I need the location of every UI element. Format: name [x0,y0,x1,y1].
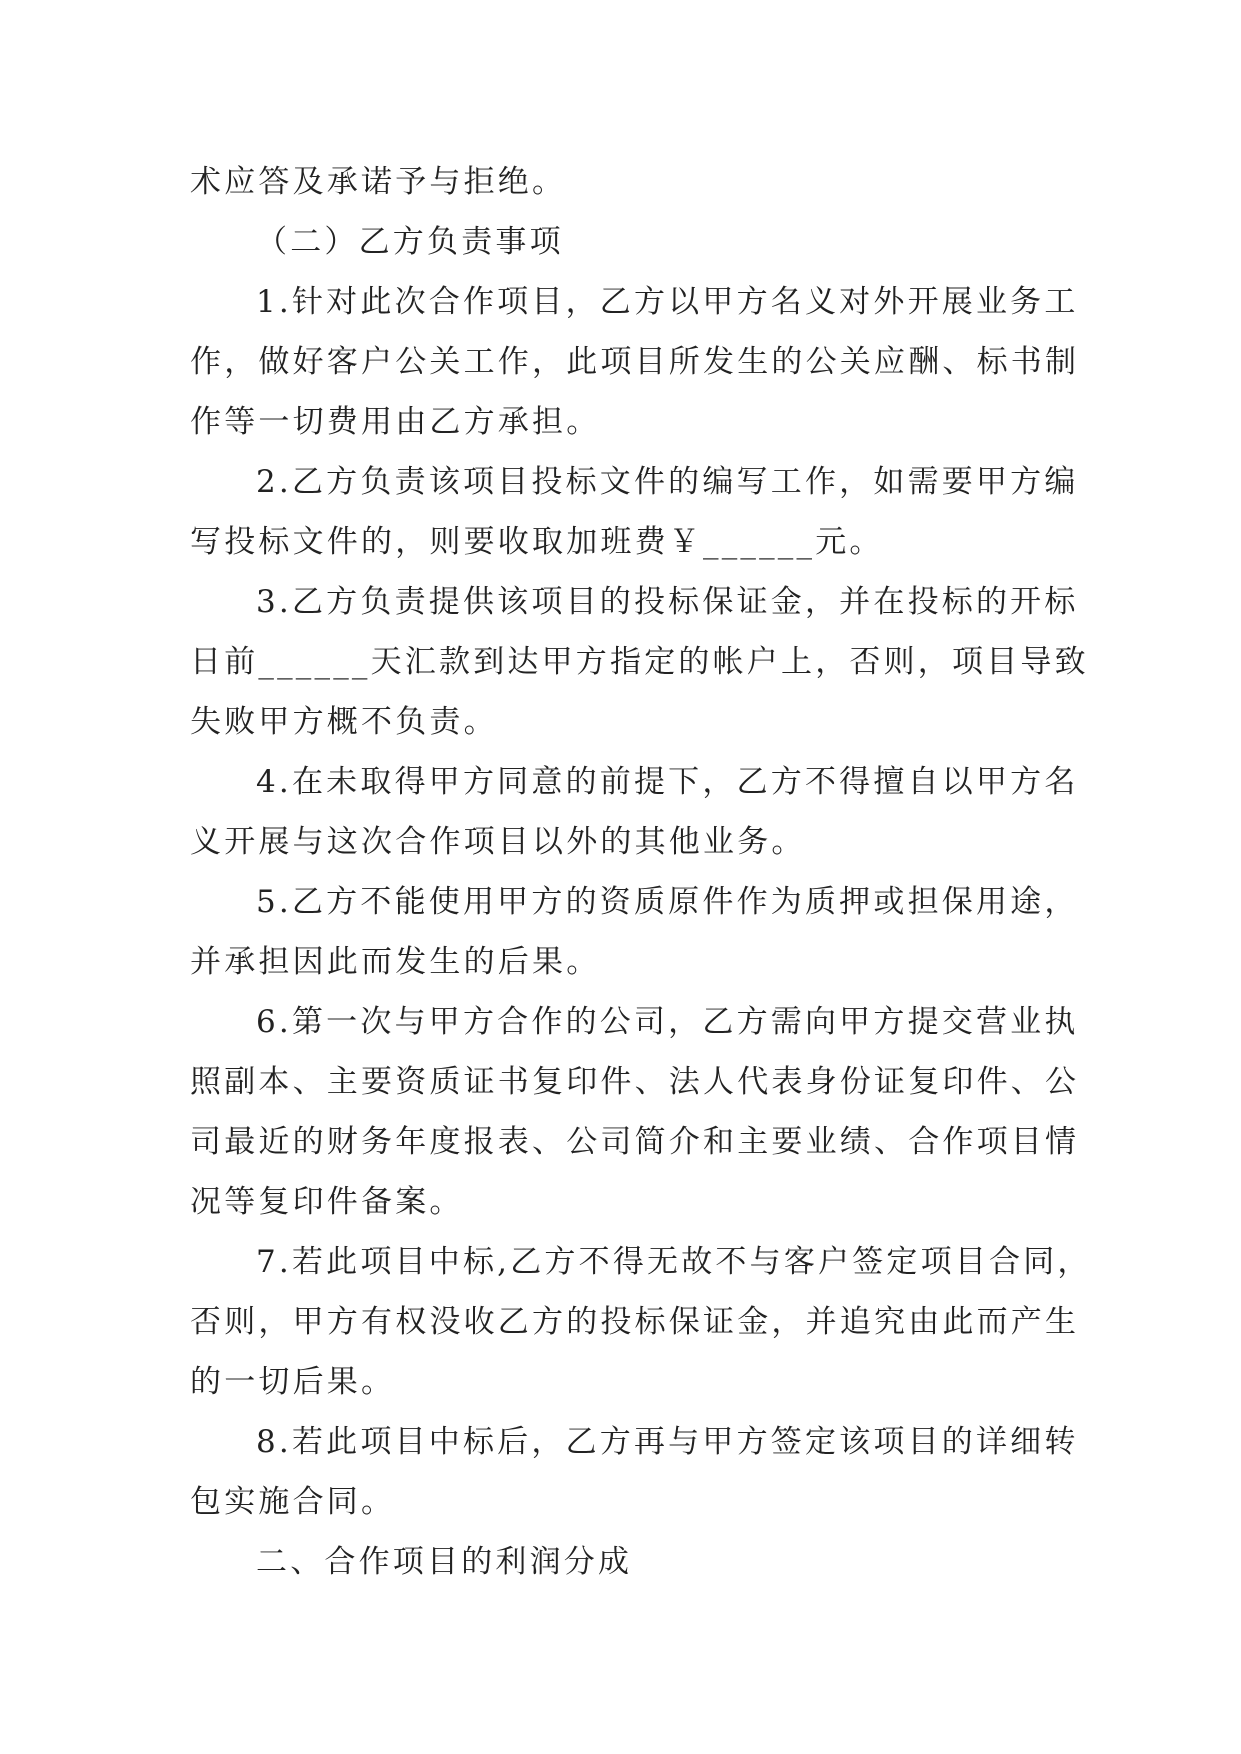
text-line: 否则，甲方有权没收乙方的投标保证金，并追究由此而产生 [190,1304,1080,1340]
text-line: 的一切后果。 [190,1364,396,1400]
text-line: 失败甲方概不负责。 [190,704,498,740]
text-line: 包实施合同。 [190,1484,396,1520]
text-line: 写投标文件的，则要收取加班费￥______元。 [190,524,884,560]
text-line: 义开展与这次合作项目以外的其他业务。 [190,824,806,860]
text-line: 术应答及承诺予与拒绝。 [190,164,567,200]
text-line: 1.针对此次合作项目，乙方以甲方名义对外开展业务工 [256,284,1079,320]
text-line: 照副本、主要资质证书复印件、法人代表身份证复印件、公 [190,1064,1080,1100]
section-heading: 二、合作项目的利润分成 [256,1544,633,1580]
text-line: 3.乙方负责提供该项目的投标保证金，并在投标的开标 [256,584,1079,620]
text-line: 日前______天汇款到达甲方指定的帐户上，否则，项目导致 [190,644,1089,680]
text-line: 况等复印件备案。 [190,1184,464,1220]
text-line: 并承担因此而发生的后果。 [190,944,601,980]
text-line: 作，做好客户公关工作，此项目所发生的公关应酬、标书制 [190,344,1080,380]
text-line: 5.乙方不能使用甲方的资质原件作为质押或担保用途， [256,884,1079,920]
text-line: 作等一切费用由乙方承担。 [190,404,601,440]
text-line: 7.若此项目中标,乙方不得无故不与客户签定项目合同， [256,1244,1092,1280]
text-line: 8.若此项目中标后，乙方再与甲方签定该项目的详细转 [256,1424,1079,1460]
text-line: 2.乙方负责该项目投标文件的编写工作，如需要甲方编 [256,464,1079,500]
text-line: 司最近的财务年度报表、公司简介和主要业绩、合作项目情 [190,1124,1080,1160]
text-line: 6.第一次与甲方合作的公司，乙方需向甲方提交营业执 [256,1004,1079,1040]
text-line: 4.在未取得甲方同意的前提下，乙方不得擅自以甲方名 [256,764,1079,800]
section-heading: （二）乙方负责事项 [256,224,564,260]
